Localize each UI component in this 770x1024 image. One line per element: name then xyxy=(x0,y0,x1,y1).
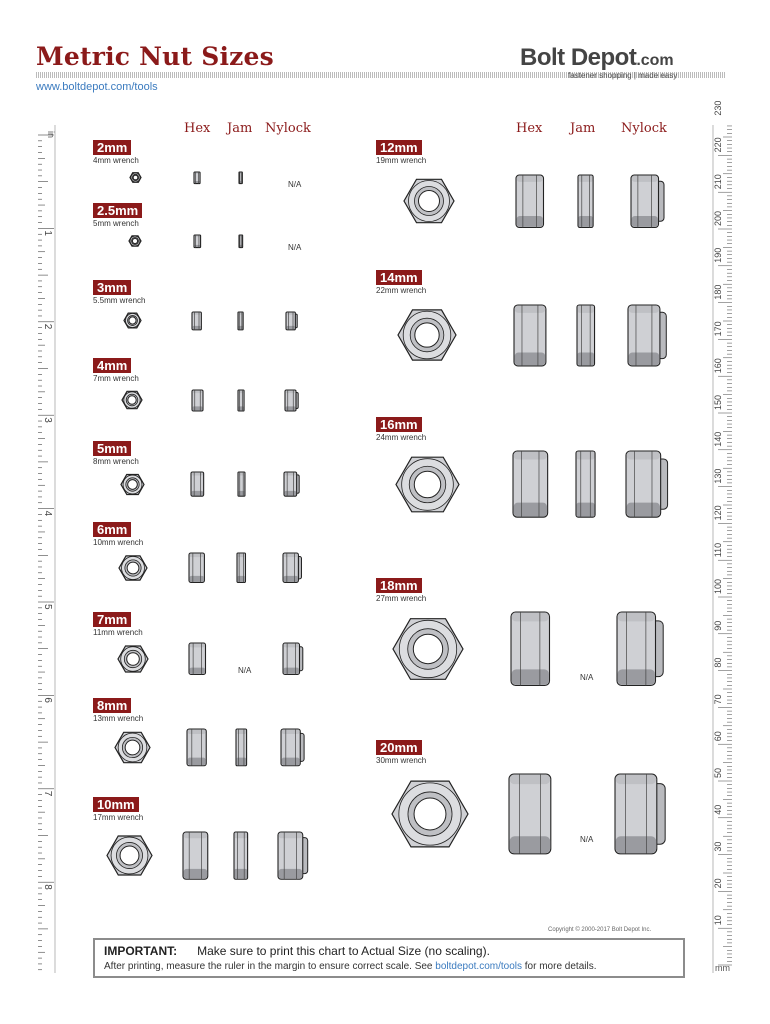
size-badge: 6mm xyxy=(93,522,131,537)
wrench-size-label: 5mm wrench xyxy=(93,219,139,228)
wrench-size-label: 22mm wrench xyxy=(376,286,427,295)
wrench-size-label: 7mm wrench xyxy=(93,374,139,383)
mm-tick-label: 90 xyxy=(713,620,723,631)
size-badge: 3mm xyxy=(93,280,131,295)
left-hex-header: Hex xyxy=(184,121,211,136)
nylock-na-label: N/A xyxy=(288,180,302,189)
brand-tagline: fastener shopping | made easy xyxy=(568,71,678,80)
jam-nut-side-icon xyxy=(236,470,247,498)
mm-unit-label: mm xyxy=(715,963,730,973)
mm-tick-label: 150 xyxy=(713,394,723,410)
nut-top-view-icon xyxy=(105,831,154,880)
size-badge: 14mm xyxy=(376,270,422,285)
right-nylock-header: Nylock xyxy=(621,121,667,136)
nut-top-view-icon xyxy=(127,233,143,249)
size-badge: 12mm xyxy=(376,140,422,155)
inch-tick-label: 2 xyxy=(42,323,53,330)
jam-na-label: N/A xyxy=(580,673,594,682)
important-label: IMPORTANT: xyxy=(104,944,178,958)
jam-na-label: N/A xyxy=(580,835,594,844)
bolt-depot-logo[interactable] xyxy=(520,44,740,80)
mm-tick-label: 230 xyxy=(713,100,723,116)
nut-top-view-icon xyxy=(402,174,456,228)
jam-nut-side-icon xyxy=(576,173,595,230)
mm-tick-label: 140 xyxy=(713,431,723,447)
mm-tick-label: 50 xyxy=(713,767,723,778)
size-badge: 5mm xyxy=(93,441,131,456)
notice-line-1: Make sure to print this chart to Actual Size (no scaling). xyxy=(197,944,490,958)
mm-ruler xyxy=(712,100,734,973)
nylock-nut-side-icon xyxy=(281,641,306,677)
mm-tick-label: 80 xyxy=(713,657,723,668)
wrench-size-label: 11mm wrench xyxy=(93,628,143,637)
mm-tick-label: 210 xyxy=(713,174,723,190)
mm-tick-label: 200 xyxy=(713,210,723,226)
wrench-size-label: 30mm wrench xyxy=(376,756,427,765)
nylock-nut-side-icon xyxy=(615,610,667,688)
size-badge: 2.5mm xyxy=(93,203,142,218)
nylock-nut-side-icon xyxy=(281,551,304,584)
nut-top-view-icon xyxy=(120,388,144,412)
hex-nut-side-icon xyxy=(192,170,202,186)
inch-unit-label: in xyxy=(46,131,56,139)
nylock-na-label: N/A xyxy=(288,243,302,252)
page-title: Metric Nut Sizes xyxy=(36,42,274,71)
nylock-nut-side-icon xyxy=(624,449,671,519)
tools-url-link[interactable]: www.boltdepot.com/tools xyxy=(36,81,158,93)
jam-nut-side-icon xyxy=(236,388,246,413)
nut-top-view-icon xyxy=(128,170,143,185)
nylock-nut-side-icon xyxy=(284,310,300,332)
mm-tick-label: 30 xyxy=(713,841,723,852)
wrench-size-label: 5.5mm wrench xyxy=(93,296,146,305)
inch-ruler xyxy=(34,125,56,973)
mm-tick-label: 220 xyxy=(713,137,723,153)
mm-tick-label: 170 xyxy=(713,321,723,337)
wrench-size-label: 13mm wrench xyxy=(93,714,144,723)
wrench-size-label: 8mm wrench xyxy=(93,457,139,466)
notice-tools-link[interactable]: boltdepot.com/tools xyxy=(435,961,522,972)
nut-top-view-icon xyxy=(391,612,465,686)
nylock-nut-side-icon xyxy=(283,388,301,413)
nut-top-view-icon xyxy=(116,642,150,676)
jam-nut-side-icon xyxy=(234,727,249,768)
nut-top-view-icon xyxy=(119,471,146,498)
hex-nut-side-icon xyxy=(187,551,206,584)
mm-tick-label: 190 xyxy=(713,247,723,263)
hex-nut-side-icon xyxy=(509,610,552,688)
mm-tick-label: 180 xyxy=(713,284,723,300)
size-badge: 8mm xyxy=(93,698,131,713)
inch-tick-label: 8 xyxy=(42,884,53,890)
nylock-nut-side-icon xyxy=(626,303,670,368)
nut-top-view-icon xyxy=(390,774,470,854)
jam-nut-side-icon xyxy=(237,233,245,250)
jam-nut-side-icon xyxy=(235,551,247,584)
hex-nut-side-icon xyxy=(189,470,206,498)
nylock-nut-side-icon xyxy=(613,772,669,856)
brand-suffix: .com xyxy=(636,52,674,69)
copyright-text: Copyright © 2000-2017 Bolt Depot Inc. xyxy=(548,927,652,933)
nut-top-view-icon xyxy=(117,552,149,584)
jam-na-label: N/A xyxy=(238,666,252,675)
inch-tick-label: 5 xyxy=(42,604,53,610)
mm-tick-label: 40 xyxy=(713,804,723,815)
inch-tick-label: 3 xyxy=(42,417,53,423)
nylock-nut-side-icon xyxy=(629,173,667,230)
wrench-size-label: 24mm wrench xyxy=(376,433,427,442)
nylock-nut-side-icon xyxy=(276,830,311,881)
inch-tick-label: 7 xyxy=(42,790,53,797)
mm-tick-label: 10 xyxy=(713,915,723,926)
size-badge: 20mm xyxy=(376,740,422,755)
jam-nut-side-icon xyxy=(237,170,244,186)
left-nylock-header: Nylock xyxy=(265,121,311,136)
jam-nut-side-icon xyxy=(575,303,597,368)
nylock-nut-side-icon xyxy=(282,470,302,498)
mm-tick-label: 160 xyxy=(713,358,723,374)
wrench-size-label: 19mm wrench xyxy=(376,156,427,165)
mm-tick-label: 70 xyxy=(713,694,723,705)
mm-tick-label: 60 xyxy=(713,731,723,742)
jam-nut-side-icon xyxy=(574,449,597,519)
size-badge: 7mm xyxy=(93,612,131,627)
nut-top-view-icon xyxy=(113,728,152,767)
jam-nut-side-icon xyxy=(236,310,245,332)
size-badge: 18mm xyxy=(376,578,422,593)
hex-nut-side-icon xyxy=(192,233,203,250)
hex-nut-side-icon xyxy=(181,830,210,881)
size-badge: 2mm xyxy=(93,140,131,155)
mm-tick-label: 130 xyxy=(713,468,723,484)
inch-tick-label: 6 xyxy=(42,697,53,703)
hex-nut-side-icon xyxy=(190,388,205,413)
hex-nut-side-icon xyxy=(185,727,208,768)
wrench-size-label: 4mm wrench xyxy=(93,156,139,165)
wrench-size-label: 10mm wrench xyxy=(93,538,144,547)
mm-tick-label: 20 xyxy=(713,878,723,889)
important-notice xyxy=(93,938,685,978)
right-hex-header: Hex xyxy=(516,121,543,136)
inch-tick-label: 4 xyxy=(42,510,53,517)
nylock-nut-side-icon xyxy=(279,727,307,768)
size-badge: 4mm xyxy=(93,358,131,373)
nut-top-view-icon xyxy=(394,451,461,518)
nut-top-view-icon xyxy=(396,304,458,366)
hex-nut-side-icon xyxy=(512,303,548,368)
size-badge: 16mm xyxy=(376,417,422,432)
left-jam-header: Jam xyxy=(227,121,253,136)
wrench-size-label: 17mm wrench xyxy=(93,813,144,822)
size-badge: 10mm xyxy=(93,797,139,812)
hex-nut-side-icon xyxy=(507,772,553,856)
mm-tick-label: 120 xyxy=(713,505,723,521)
hex-nut-side-icon xyxy=(187,641,208,677)
notice-line-2-end: for more details. xyxy=(524,961,597,972)
jam-nut-side-icon xyxy=(232,830,250,881)
mm-tick-label: 100 xyxy=(713,578,723,594)
hex-nut-side-icon xyxy=(190,310,203,332)
notice-line-2: After printing, measure the ruler in the margin to ensure correct scale. See xyxy=(104,961,433,972)
nut-top-view-icon xyxy=(122,310,143,331)
inch-tick-label: 1 xyxy=(42,230,53,236)
brand-name: Bolt Depot xyxy=(520,44,637,71)
wrench-size-label: 27mm wrench xyxy=(376,594,427,603)
mm-tick-label: 110 xyxy=(713,542,723,558)
right-jam-header: Jam xyxy=(570,121,596,136)
hex-nut-side-icon xyxy=(514,173,546,230)
hex-nut-side-icon xyxy=(511,449,550,519)
